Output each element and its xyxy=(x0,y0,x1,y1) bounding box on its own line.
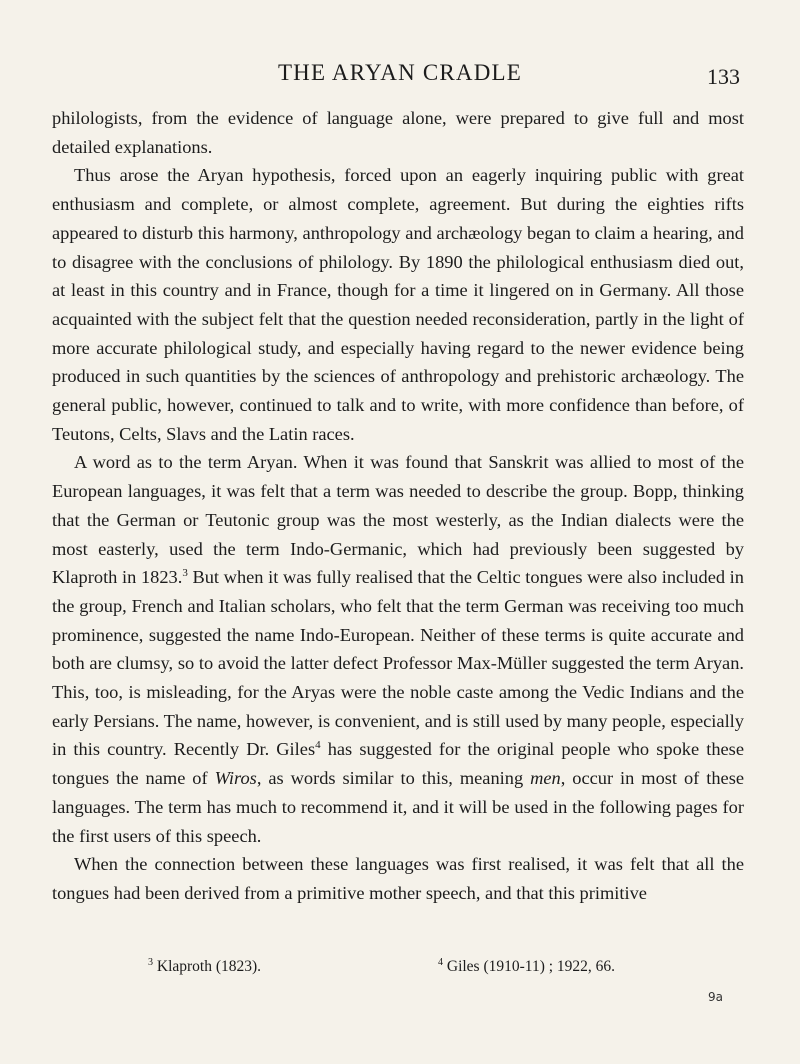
footnote-4 xyxy=(438,958,615,976)
footnote-ref-4: 4 xyxy=(315,739,321,752)
paragraph-3-part-d: , as words similar to this, meaning xyxy=(256,768,531,789)
footnote-text: Giles (1910-11) ; 1922, 66. xyxy=(446,958,616,975)
page-header xyxy=(0,58,800,98)
footnote-number: 4 xyxy=(438,956,443,968)
paragraph-3-part-b: But when it was fully realised that the Celtic tongues were also included in the group, French and Italian scholars, who felt that the term German was receiving too much prominence, suggested the name Indo-European. Neither of these terms is quite accurate and both are clumsy, so to avoid the latter defect Professor Max-Müller suggested the term Aryan. This, too, is misleading, for the Aryas were the noble caste among the Vedic Indians and the early Persians. The name, however, is convenient, and is still used by many people, especially in this country. Recently Dr. Giles xyxy=(52,567,744,760)
italic-wiros: Wiros xyxy=(214,768,257,789)
page-number: 133 xyxy=(707,64,740,89)
paragraph-3-part-a: A word as to the term Aryan. When it was found that Sanskrit was allied to most of the European languages, it was felt that a term was needed to describe the group. Bopp, thinking that the German or Teutonic group was the most westerly, as the Indian dialects were the most easterly, used the term Indo-Germanic, which had previously been suggested by Klaproth in 1823. xyxy=(52,452,744,588)
italic-men: men xyxy=(530,768,561,789)
footnote-ref-3: 3 xyxy=(182,567,188,580)
paragraph-4: When the connection between these languages was first realised, it was felt that all the tongues had been derived from a primitive mother speech, and that this primitive xyxy=(52,854,744,903)
footnote-number: 3 xyxy=(148,956,153,968)
paragraph-3-part-e: , occur in most of these languages. The term has much to recommend it, and it will be used in the following pages for the first users of this speech. xyxy=(52,768,745,846)
paragraph-3 xyxy=(52,448,744,850)
paragraph-3-part-c: has suggested for the original people who spoke these tongues the name of xyxy=(52,739,745,789)
running-title: THE ARYAN CRADLE xyxy=(277,60,523,85)
printer-signature: 9a xyxy=(708,990,723,1004)
footnote-3 xyxy=(148,958,261,976)
footnote-text: Klaproth (1823). xyxy=(156,958,262,975)
paragraph-1: philologists, from the evidence of language alone, were prepared to give full and most detailed explanations. xyxy=(52,108,744,157)
paragraph-2: Thus arose the Aryan hypothesis, forced upon an eagerly inquiring public with great enthusiasm and complete, or almost complete, agreement. But during the eighties rifts appeared to disturb this harmony, anthropology and archæology began to claim a hearing, and to disagree with the conclusions of philology. By 1890 the philological enthusiasm died out, at least in this country and in France, though for a time it lingered on in Germany. All those acquainted with the subject felt that the question needed reconsideration, partly in the light of more accurate philological study, and especially having regard to the newer evidence being produced in such quantities by the sciences of anthropology and prehistoric archæology. The general public, however, continued to talk and to write, with more confidence than before, of Teutons, Celts, Slavs and the Latin races. xyxy=(52,165,744,444)
body-text xyxy=(52,104,744,908)
